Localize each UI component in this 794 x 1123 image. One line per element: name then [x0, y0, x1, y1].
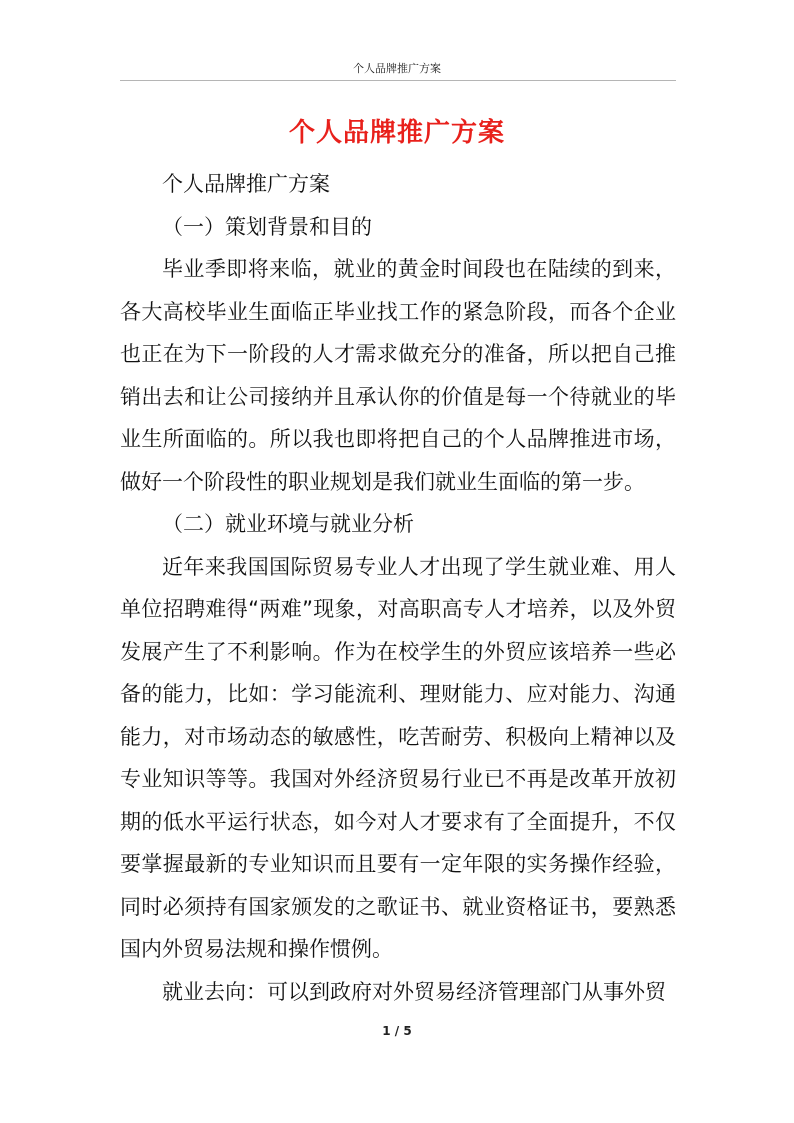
body-paragraph: 毕业季即将来临，就业的黄金时间段也在陆续的到来，各大高校毕业生面临正毕业找工作的紧急阶段，而各个企业也正在为下一阶段的人才需求做充分的准备，所以把自己推销出去和让公司接纳并且承认你的价值是每一个待就业的毕业生所面临的。所以我也即将把自己的个人品牌推进市场，做好一个阶段性的职业规划是我们就业生面临的第一步。 — [120, 257, 676, 494]
section-heading-background: （一）策划背景和目的 — [162, 214, 372, 239]
section-heading-employment: （二）就业环境与就业分析 — [162, 512, 414, 536]
subtitle-paragraph: 个人品牌推广方案 — [162, 172, 330, 196]
document-body — [120, 163, 676, 1013]
page-header: 个人品牌推广方案 — [353, 62, 441, 75]
body-paragraph: 近年来我国国际贸易专业人才出现了学生就业难、用人单位招聘难得“两难”现象，对高职高专人才培养，以及外贸发展产生了不利影响。作为在校学生的外贸应该培养一些必备的能力，比如：学习能流利、理财能力、应对能力、沟通能力，对市场动态的敏感性，吃苦耐劳、积极向上精神以及专业知识等等。我国对外经济贸易行业已不再是改革开放初期的低水平运行状态，如今对人才要求有了全面提升，不仅要掌握最新的专业知识而且要有一定年限的实务操作经验，同时必须持有国家颁发的之歌证书、就业资格证书，要熟悉国内外贸易法规和操作惯例。 — [120, 554, 676, 961]
body-paragraph: 就业去向：可以到政府对外贸易经济管理部门从事外贸 — [162, 979, 666, 1004]
document-title: 个人品牌推广方案 — [288, 118, 505, 148]
page-number: 1 / 5 — [382, 1024, 412, 1038]
header-divider — [120, 80, 676, 81]
